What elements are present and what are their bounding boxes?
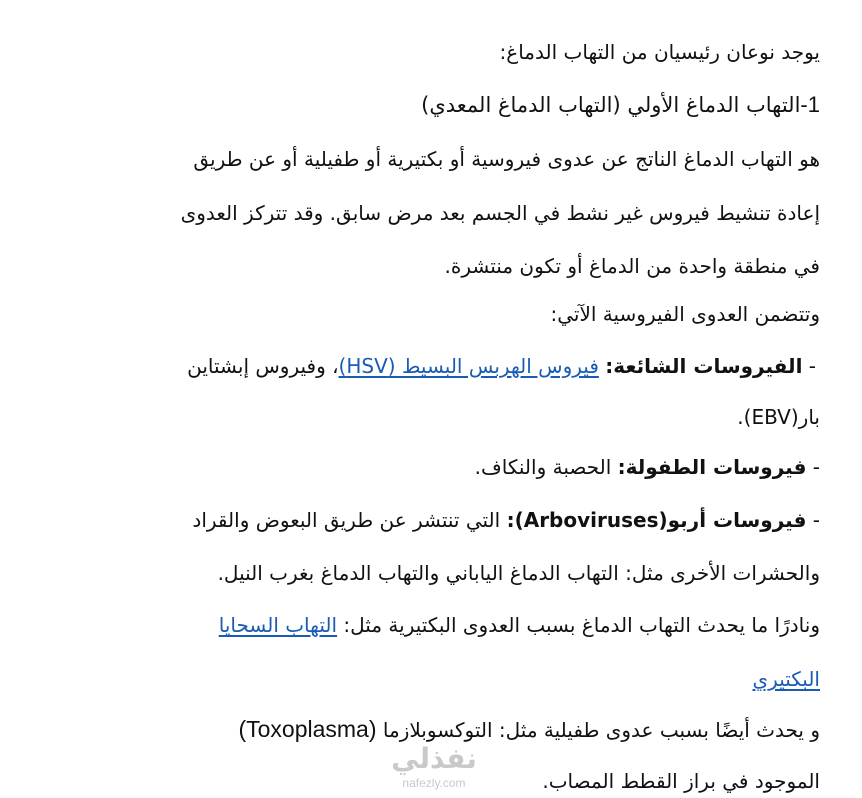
- arboviruses-line: [192, 505, 820, 535]
- childhood-viruses-label: فيروسات الطفولة:: [617, 455, 807, 479]
- definition-line-3: [445, 251, 820, 281]
- definition-line-2: [181, 198, 820, 228]
- watermark-arabic: نفذلي: [391, 742, 477, 775]
- list-dash: -: [806, 508, 820, 532]
- viral-intro-line: [550, 299, 820, 329]
- bacterial-text: ونادرًا ما يحدث التهاب الدماغ بسبب العدوى البكتيرية مثل:: [343, 613, 820, 637]
- intro-line: [500, 37, 820, 67]
- toxoplasma-term: (Toxoplasma): [238, 716, 377, 742]
- bacterial-continuation-line: [753, 664, 821, 694]
- parasitic-continuation-line: [542, 766, 820, 796]
- section-heading: [421, 90, 820, 120]
- common-viruses-continuation: بار(EBV).: [737, 405, 820, 429]
- meningitis-link-part-1[interactable]: التهاب السحايا: [218, 613, 338, 637]
- section-number: 1-: [800, 92, 820, 117]
- section-title: التهاب الدماغ الأولي (التهاب الدماغ المعدي): [421, 93, 801, 117]
- parasitic-line: [238, 714, 820, 744]
- arboviruses-continuation-line: [218, 558, 820, 588]
- parasitic-continuation: الموجود في براز القطط المصاب.: [542, 769, 820, 793]
- definition-text-3: في منطقة واحدة من الدماغ أو تكون منتشرة.: [444, 254, 820, 278]
- parasitic-text: و يحدث أيضًا بسبب عدوى طفيلية مثل: التوكسوبلازما: [382, 718, 820, 742]
- list-dash: -: [806, 455, 820, 479]
- common-viruses-rest: ، وفيروس إبشتاين: [187, 354, 339, 378]
- common-viruses-label: الفيروسات الشائعة:: [605, 354, 803, 378]
- arboviruses-continuation: والحشرات الأخرى مثل: التهاب الدماغ الياباني والتهاب الدماغ بغرب النيل.: [217, 561, 820, 585]
- list-dash: -: [802, 354, 816, 378]
- watermark-logo: [378, 742, 490, 790]
- bacterial-line: [219, 610, 820, 640]
- arboviruses-label: فيروسات أربو(Arboviruses):: [506, 508, 807, 532]
- childhood-viruses-line: [475, 452, 820, 482]
- definition-text-1: هو التهاب الدماغ الناتج عن عدوى فيروسية أو بكتيرية أو طفيلية أو عن طريق: [193, 147, 820, 171]
- definition-line-1: [193, 144, 820, 174]
- childhood-viruses-rest: الحصبة والنكاف.: [474, 455, 612, 479]
- watermark-latin: nafezly.com: [402, 776, 466, 790]
- arboviruses-rest: التي تنتشر عن طريق البعوض والقراد: [192, 508, 501, 532]
- definition-text-2: إعادة تنشيط فيروس غير نشط في الجسم بعد مرض سابق. وقد تتركز العدوى: [180, 201, 820, 225]
- common-viruses-line: [187, 351, 816, 381]
- intro-text: يوجد نوعان رئيسيان من التهاب الدماغ:: [499, 40, 820, 64]
- hsv-link[interactable]: فيروس الهربس البسيط (HSV): [338, 354, 599, 378]
- common-viruses-continuation-line: [737, 402, 820, 432]
- meningitis-link-part-2[interactable]: البكتيري: [752, 667, 820, 691]
- viral-intro-text: وتتضمن العدوى الفيروسية الآتي:: [550, 302, 820, 326]
